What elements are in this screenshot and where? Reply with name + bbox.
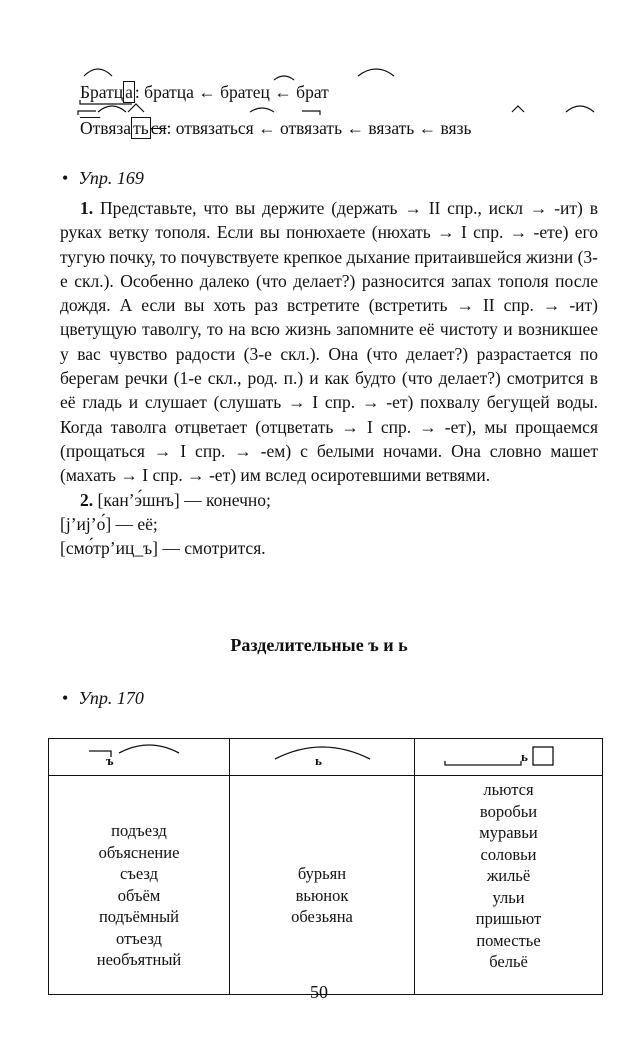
transcription-line: [кан’э́шнъ] — конечно; [93, 489, 271, 510]
morph-derivation: : отвязатьс [166, 118, 246, 138]
morph-prefix: От [80, 118, 101, 138]
list-item: ульи [492, 887, 525, 907]
exercise-169-header [62, 168, 144, 189]
column-soft-sign-root-words [230, 776, 415, 995]
task-1-paragraph: Представьте, что вы держите (держать → II спр., искл → -ит) в руках ветку тополя. Если вы понюхаете (нюхать → I спр. → -ете) его тугую почку, то почувствуете крепкое дыхание притаившейся жизни (3-е скл.). Особенно далеко (что делает?) разносится запах тополя после дождя. А если вы хоть раз встретите (встретить → II спр. → -ит) цветущую таволгу, то на всю жизнь запомните её чистоту и возникшее у вас чувство радости (3-е скл.). Она (что делает?) разрастается по берегам речки (1-е скл., род. п.) и как будто (что делает?) смотрится в её гладь и слушает (слушать → I спр. → -ет) похвалу бегущей воды. Когда таволга отцветает (отцветать → I спр. → -ет), мы прощаемся (прощаться → I спр. → -ем) с белыми ночами. Она словно машет (махать → I спр. → -ет) им вслед осиротевшими ветвями. [60, 198, 598, 486]
root-scheme-icon [230, 739, 414, 775]
morph-ending-box: ть [133, 118, 149, 138]
morph-derivation: вязать ← вяз [296, 118, 392, 138]
hard-sign-label: ъ [106, 753, 114, 768]
list-item: льются [483, 780, 534, 799]
table-head-soft-sign-root [230, 739, 415, 776]
bullet-icon: • [62, 168, 69, 188]
list-item: муравьи [479, 823, 538, 842]
soft-sign-label: ь [521, 749, 528, 764]
morph-suffix: ец [252, 82, 270, 102]
list-item: обезьяна [291, 907, 353, 926]
root-ending-scheme-icon [415, 739, 605, 775]
morph-postfix: ся [150, 118, 167, 138]
morph-derivation-tail: ← брат [269, 82, 329, 102]
list-item: подъезд [111, 821, 167, 840]
section-title: Разделительные ъ и ь [230, 635, 408, 655]
prefix-root-scheme-icon [49, 739, 229, 775]
table-head-hard-sign [49, 739, 230, 776]
transcription-line: [j’иj’о́] — её; [60, 513, 158, 534]
task-number: 1. [80, 198, 94, 218]
page-number: 50 [310, 982, 328, 1002]
morph-root: вяз [100, 118, 124, 138]
list-item: объяснение [98, 842, 180, 862]
table-head-soft-sign-ending [415, 739, 603, 776]
list-item: съезд [120, 864, 158, 883]
bullet-icon: • [62, 688, 69, 708]
morph-derivation: я ← от [245, 118, 297, 138]
list-item: подъёмный [98, 907, 180, 926]
list-item: жильё [486, 866, 531, 885]
morph-suffix: а [123, 118, 132, 138]
list-item: необъятный [96, 950, 182, 969]
exercise-label: Упр. 170 [78, 688, 144, 708]
transcription-line: [смо́тр’иц_ъ] — смотрится. [60, 538, 266, 559]
separating-signs-table [48, 738, 603, 995]
exercise-169-text [60, 196, 598, 560]
list-item: вьюнок [295, 885, 349, 905]
morph-word: Братц [80, 82, 124, 102]
list-item: бурьян [297, 864, 347, 883]
soft-sign-label: ь [315, 753, 322, 768]
morph-line-2 [80, 118, 471, 139]
list-item: поместье [476, 930, 541, 950]
list-item: отъезд [116, 928, 162, 948]
morph-derivation: ать ← вязь [391, 118, 472, 138]
list-item: объём [117, 885, 161, 905]
exercise-170-header [62, 688, 144, 709]
list-item: соловьи [480, 844, 537, 864]
exercise-label: Упр. 169 [78, 168, 144, 188]
column-hard-sign-words [49, 776, 230, 995]
list-item: бельё [489, 952, 528, 971]
task-number: 2. [80, 489, 94, 510]
column-soft-sign-ending-words [415, 776, 603, 995]
morph-derivation: : братца ← брат [134, 82, 253, 102]
morph-ending-box: а [125, 82, 133, 102]
list-item: пришьют [475, 909, 542, 928]
list-item: воробьи [479, 801, 538, 821]
